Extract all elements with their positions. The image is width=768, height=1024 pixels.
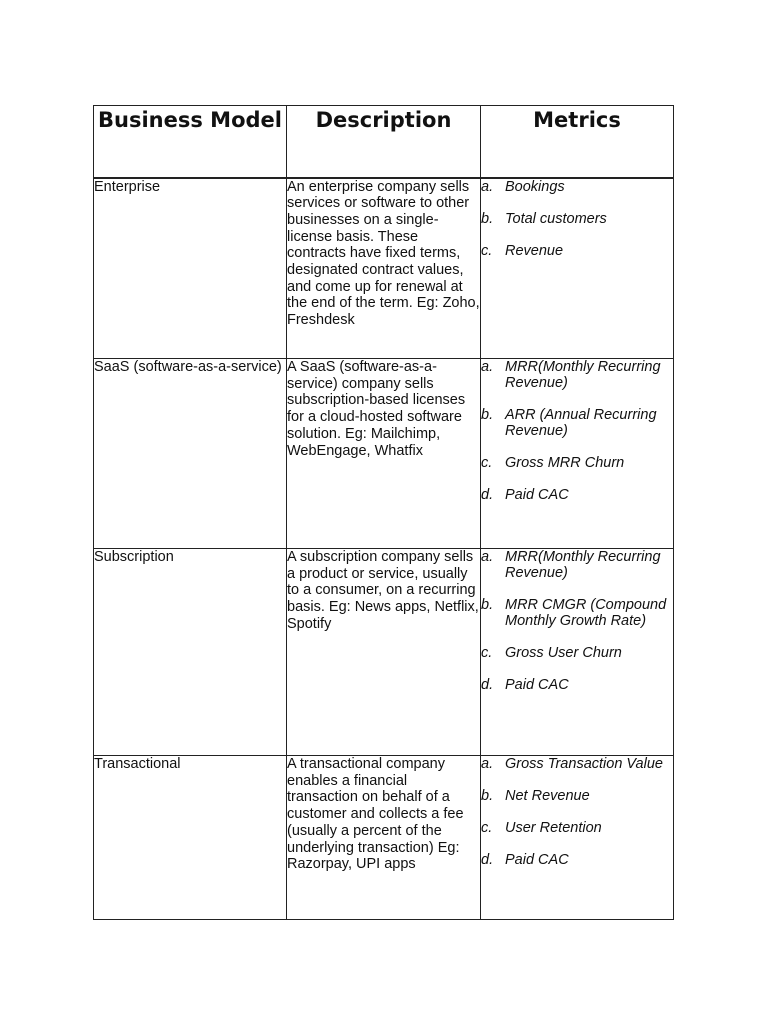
metric-marker: d.	[481, 677, 494, 693]
metric-marker: c.	[481, 820, 493, 836]
table-row	[94, 549, 674, 756]
metric-text: Gross MRR Churn	[505, 455, 625, 471]
metric-item	[481, 597, 673, 629]
metric-text: User Retention	[505, 820, 602, 836]
metric-text: Total customers	[505, 210, 607, 227]
metric-item	[481, 852, 673, 868]
metrics-list	[481, 359, 673, 503]
metric-marker: b.	[481, 788, 494, 804]
metric-marker: a.	[481, 756, 494, 772]
metric-item	[481, 455, 673, 471]
table-header-row	[94, 106, 674, 178]
metric-item	[481, 359, 673, 391]
metrics-cell	[481, 178, 674, 359]
metric-marker: c.	[481, 242, 493, 259]
metric-text: Bookings	[505, 178, 565, 195]
metric-marker: a.	[481, 549, 494, 565]
model-cell: Subscription	[94, 549, 287, 756]
model-cell: Transactional	[94, 756, 287, 920]
metrics-cell	[481, 359, 674, 549]
metric-item	[481, 549, 673, 581]
metric-item	[481, 243, 673, 259]
metric-marker: b.	[481, 407, 494, 423]
metrics-cell	[481, 549, 674, 756]
description-cell: A transactional company enables a financial transaction on behalf of a customer and collects a fee (usually a percent of the underlying transaction) Eg: Razorpay, UPI apps	[287, 756, 481, 920]
table-row	[94, 359, 674, 549]
metric-text: Revenue	[505, 242, 564, 259]
metric-text: ARR (Annual Recurring Revenue)	[505, 407, 657, 439]
metric-text: Gross User Churn	[505, 645, 622, 661]
metrics-list	[481, 179, 673, 259]
description-cell: A SaaS (software-as-a-service) company sells subscription-based licenses for a cloud-hosted software solution. Eg: Mailchimp, WebEngage, Whatfix	[287, 359, 481, 549]
metric-item	[481, 179, 673, 195]
metric-marker: b.	[481, 597, 494, 613]
metric-text: MRR(Monthly Recurring Revenue)	[505, 359, 661, 391]
header-metrics: Metrics	[481, 106, 674, 178]
metric-text: MRR(Monthly Recurring Revenue)	[505, 549, 661, 581]
metric-text: Net Revenue	[505, 788, 590, 804]
model-cell: SaaS (software-as-a-service)	[94, 359, 287, 549]
metric-text: Gross Transaction Value	[505, 756, 663, 772]
metric-item	[481, 407, 673, 439]
metric-text: Paid CAC	[505, 677, 569, 693]
metric-marker: b.	[481, 210, 494, 227]
table-row	[94, 178, 674, 359]
metric-text: Paid CAC	[505, 487, 569, 503]
metric-text: MRR CMGR (Compound Monthly Growth Rate)	[505, 597, 667, 629]
metrics-list	[481, 549, 673, 693]
description-cell: A subscription company sells a product or service, usually to a consumer, on a recurring basis. Eg: News apps, Netflix, Spotify	[287, 549, 481, 756]
metric-marker: a.	[481, 359, 494, 375]
table-row	[94, 756, 674, 920]
metric-marker: c.	[481, 645, 493, 661]
metric-marker: a.	[481, 178, 494, 195]
model-cell: Enterprise	[94, 178, 287, 359]
header-description: Description	[287, 106, 481, 178]
metric-item	[481, 788, 673, 804]
description-cell: An enterprise company sells services or software to other businesses on a single-license basis. These contracts have fixed terms, designated contract values, and come up for renewal at the end of the term. Eg: Zoho, Freshdesk	[287, 178, 481, 359]
metric-item	[481, 677, 673, 693]
metrics-cell	[481, 756, 674, 920]
metric-marker: c.	[481, 455, 493, 471]
metric-item	[481, 487, 673, 503]
header-business-model: Business Model	[94, 106, 287, 178]
metrics-list	[481, 756, 673, 868]
metric-marker: d.	[481, 487, 494, 503]
metric-item	[481, 756, 673, 772]
metric-marker: d.	[481, 852, 494, 868]
business-model-table	[93, 105, 674, 920]
metric-item	[481, 645, 673, 661]
metric-item	[481, 820, 673, 836]
metric-text: Paid CAC	[505, 852, 569, 868]
metric-item	[481, 211, 673, 227]
